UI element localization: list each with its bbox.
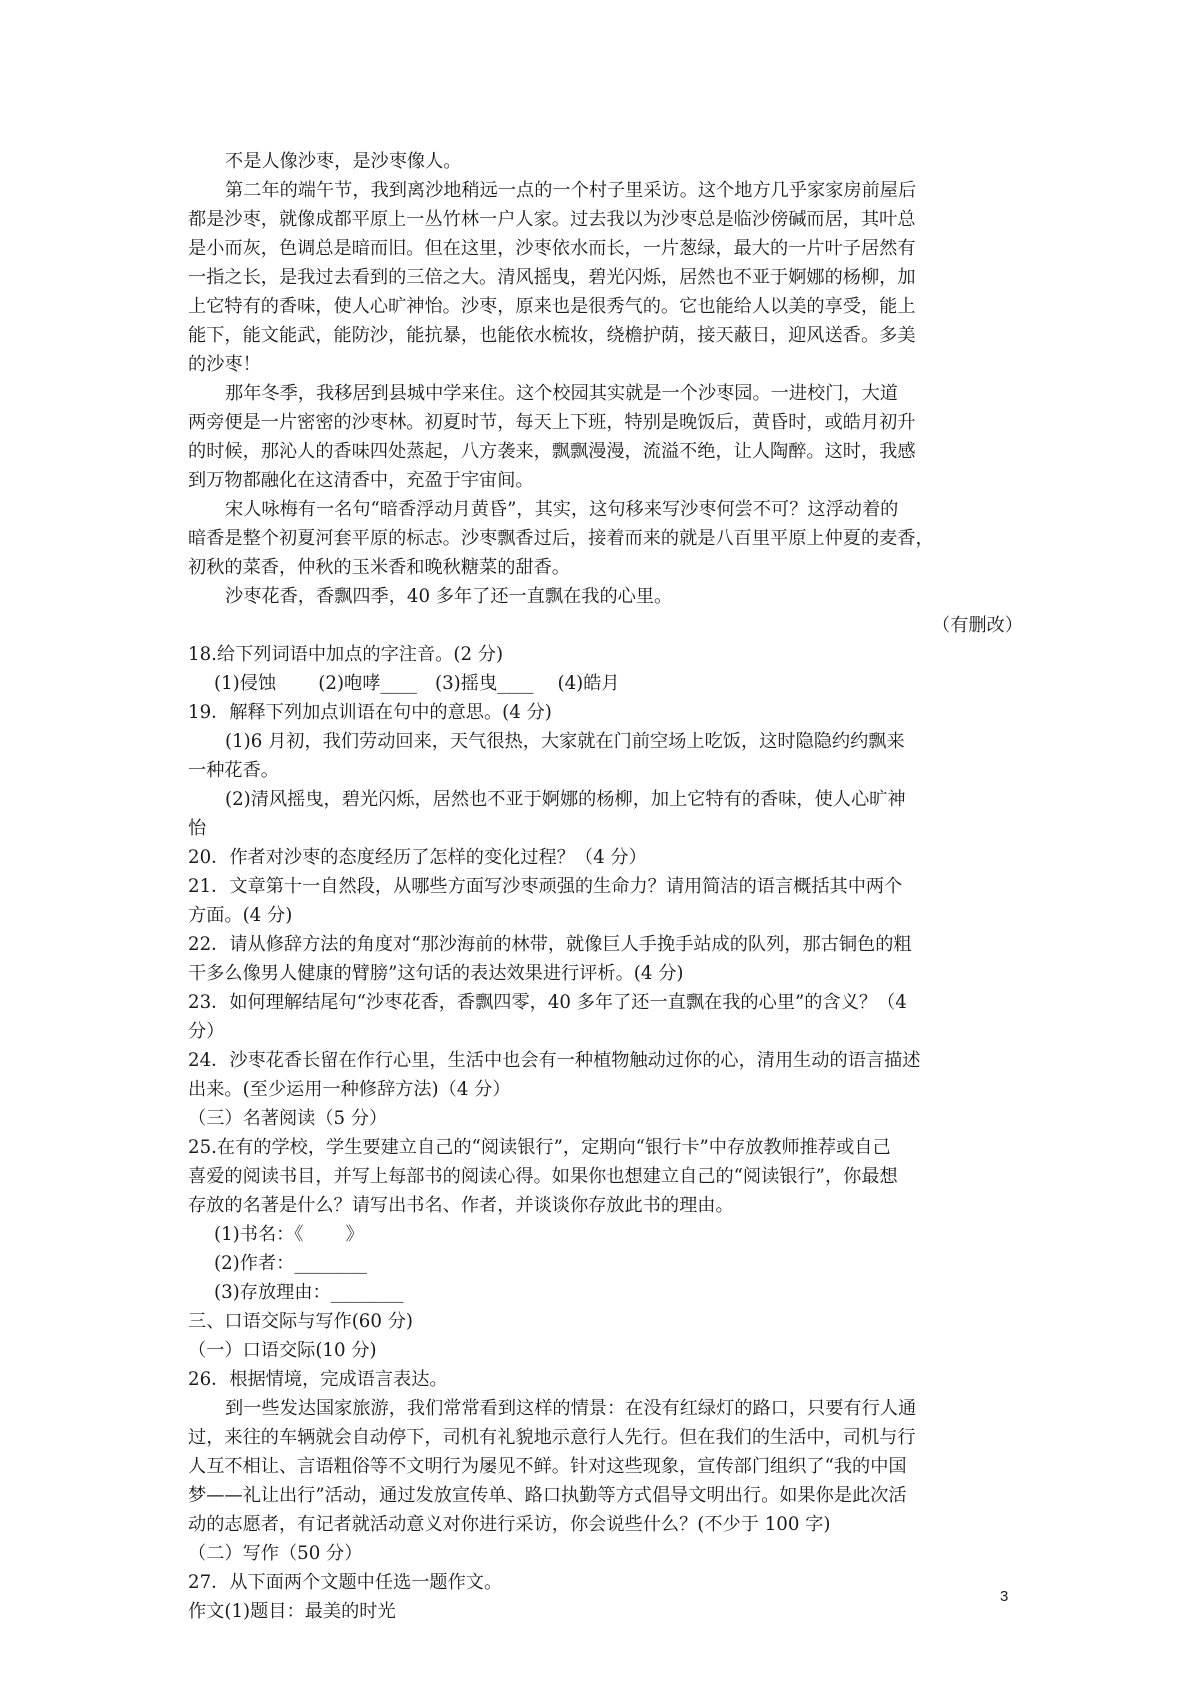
text-line: 方面。(4 分) bbox=[188, 905, 293, 926]
text-line: 到万物都融化在这清香中，充盈于宇宙间。 bbox=[188, 470, 534, 491]
text-line: （一）口语交际(10 分) bbox=[188, 1340, 377, 1361]
text-line: 一指之长，是我过去看到的三倍之大。清风摇曳，碧光闪烁，居然也不亚于婀娜的杨柳，加 bbox=[188, 267, 916, 288]
text-line: （二）写作（50 分） bbox=[188, 1543, 363, 1564]
text-line: (1)书名：《 》 bbox=[214, 1224, 364, 1245]
text-line: 初秋的菜香，仲秋的玉米香和晚秋糖菜的甜香。 bbox=[188, 557, 570, 578]
text-line: （三）名著阅读（5 分） bbox=[188, 1108, 388, 1129]
text-line: 能下，能文能武，能防沙，能抗暴，也能依水梳妆，绕檐护荫，接天蔽日，迎风送香。多美 bbox=[188, 325, 916, 346]
text-line: 那年冬季，我移居到县城中学来住。这个校园其实就是一个沙枣园。一进校门，大道 bbox=[225, 383, 898, 404]
text-line: 的沙枣！ bbox=[188, 354, 261, 375]
text-line: 都是沙枣，就像成都平原上一丛竹林一户人家。过去我以为沙枣总是临沙傍碱而居，其叶总 bbox=[188, 209, 916, 230]
text-line: 22．请从修辞方法的角度对“那沙海前的林带，就像巨人手挽手站成的队列，那古铜色的粗 bbox=[188, 934, 912, 955]
text-line: (2)清风摇曳，碧光闪烁，居然也不亚于婀娜的杨柳，加上它特有的香味，使人心旷神 bbox=[225, 789, 906, 810]
text-line: (1)侵蚀 (2)咆哮____ (3)摇曳____ (4)皓月 bbox=[214, 673, 620, 694]
text-line: 18.给下列词语中加点的字注音。(2 分) bbox=[188, 644, 504, 665]
text-line: 是小而灰，色调总是暗而旧。但在这里，沙枣依水而长，一片葱绿，最大的一片叶子居然有 bbox=[188, 238, 916, 259]
text-line: 出来。(至少运用一种修辞方法)（4 分） bbox=[188, 1079, 511, 1100]
text-line: 沙枣花香，香飘四季，40 多年了还一直飘在我的心里。 bbox=[225, 586, 673, 607]
text-line: 21．文章第十一自然段，从哪些方面写沙枣顽强的生命力？请用简洁的语言概括其中两个 bbox=[188, 876, 903, 897]
text-line: 存放的名著是什么？请写出书名、作者，并谈谈你存放此书的理由。 bbox=[188, 1195, 734, 1216]
text-line: 两旁便是一片密密的沙枣林。初夏时节，每天上下班，特别是晚饭后，黄昏时，或皓月初升 bbox=[188, 412, 916, 433]
text-line: 19．解释下列加点训语在句中的意思。(4 分) bbox=[188, 702, 552, 723]
text-line: 23．如何理解结尾句“沙枣花香，香飘四零，40 多年了还一直飘在我的心里”的含义？（4 bbox=[188, 992, 907, 1013]
text-line: 24．沙枣花香长留在作行心里，生活中也会有一种植物触动过你的心，清用生动的语言描述 bbox=[188, 1050, 921, 1071]
text-line: 到一些发达国家旅游，我们常常看到这样的情景：在没有红绿灯的路口，只要有行人通 bbox=[225, 1398, 917, 1419]
text-line: (1)6 月初，我们劳动回来，天气很热，大家就在门前空场上吃饭，这时隐隐约约飘来 bbox=[225, 731, 905, 752]
text-line: 上它特有的香味，使人心旷神怡。沙枣，原来也是很秀气的。它也能给人以美的享受，能上 bbox=[188, 296, 916, 317]
text-line: 第二年的端午节，我到离沙地稍远一点的一个村子里采访。这个地方几乎家家房前屋后 bbox=[225, 180, 917, 201]
text-line: 人互不相让、言语粗俗等不文明行为屡见不鲜。针对这些现象，宣传部门组织了“我的中国 bbox=[188, 1456, 907, 1477]
text-line: 怡 bbox=[188, 818, 207, 839]
text-line: 27．从下面两个文题中任选一题作文。 bbox=[188, 1572, 503, 1593]
text-line: 宋人咏梅有一名句“暗香浮动月黄昏”，其实，这句移来写沙枣何尝不可？这浮动着的 bbox=[225, 499, 899, 520]
text-line: 三、口语交际与写作(60 分) bbox=[188, 1311, 413, 1332]
text-line: (3)存放理由：________ bbox=[214, 1282, 404, 1303]
text-line: 动的志愿者，有记者就活动意义对你进行采访，你会说些什么？(不少于 100 字) bbox=[188, 1514, 831, 1535]
text-line: 20．作者对沙枣的态度经历了怎样的变化过程？（4 分） bbox=[188, 847, 647, 868]
text-line: 暗香是整个初夏河套平原的标志。沙枣飘香过后，接着而来的就是八百里平原上仲夏的麦香， bbox=[188, 528, 934, 549]
text-line: 一种花香。 bbox=[188, 760, 279, 781]
text-line: 过，来往的车辆就会自动停下，司机有礼貌地示意行人先行。但在我们的生活中，司机与行 bbox=[188, 1427, 916, 1448]
text-line: 梦——礼让出行”活动，通过发放宣传单、路口执勤等方式倡导文明出行。如果你是此次活 bbox=[188, 1485, 907, 1506]
document-body bbox=[188, 147, 1033, 1626]
text-line: 不是人像沙枣，是沙枣像人。 bbox=[225, 151, 462, 172]
text-line: 25.在有的学校，学生要建立自己的“阅读银行”，定期向“银行卡”中存放教师推荐或自己 bbox=[188, 1137, 891, 1158]
text-line: 干多么像男人健康的臂膀”这句话的表达效果进行评析。(4 分) bbox=[188, 963, 684, 984]
text-line: (2)作者：________ bbox=[214, 1253, 368, 1274]
page-number: 3 bbox=[1000, 1588, 1009, 1605]
text-line: 作文(1)题目：最美的时光 bbox=[188, 1601, 396, 1622]
text-line: 喜爱的阅读书目，并写上每部书的阅读心得。如果你也想建立自己的“阅读银行”，你最想 bbox=[188, 1166, 898, 1187]
text-line: 26．根据情境，完成语言表达。 bbox=[188, 1369, 448, 1390]
text-line: 的时候，那沁人的香味四处蒸起，八方袭来，飘飘漫漫，流溢不绝，让人陶醉。这时，我感 bbox=[188, 441, 916, 462]
text-line: （有删改） bbox=[932, 615, 1023, 636]
text-line: 分） bbox=[188, 1021, 225, 1042]
